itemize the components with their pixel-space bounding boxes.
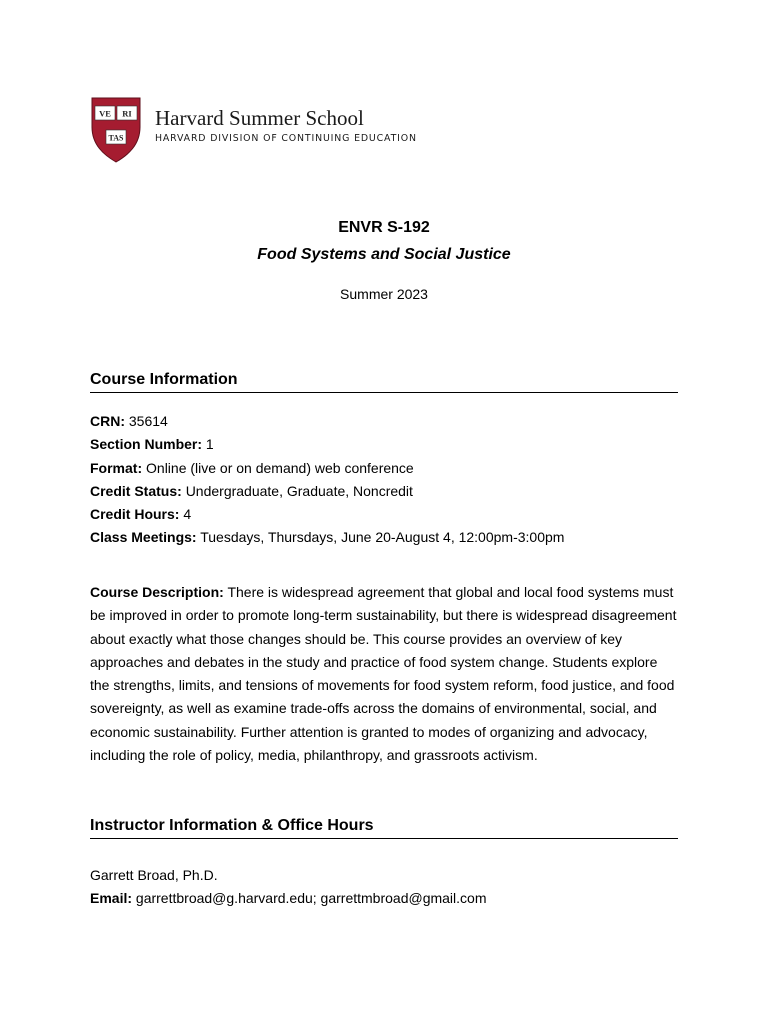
info-value: 35614 [128, 413, 168, 429]
info-value: Tuesdays, Thursdays, June 20-August 4, 12:00pm-3:00pm [200, 529, 565, 546]
instructor-info [90, 864, 690, 911]
info-row-class-meetings [90, 526, 690, 549]
course-code: ENVR S-192 [338, 219, 430, 236]
info-value: 4 [183, 506, 192, 523]
harvard-logo [90, 97, 417, 163]
info-label: Credit Hours: [90, 506, 180, 523]
description-text: There is widespread agreement that global and local food systems must be improved in order to promote long-term sustainability, but there is widespread disagreement about exactly what those changes should be. This course provides an overview of key approaches and debates in the study and practice of food system change. Students explore the strengths, limits, and tensions of movements for food system reform, food justice, and food sovereignty, as well as examine trade-offs across the domains of environmental, social, and economic sustainability. Further attention is granted to modes of organizing and advocacy, including the role of policy, media, philanthropy, and grassroots activism. [90, 584, 677, 764]
instructor-email-row [90, 887, 690, 910]
info-row-crn [90, 410, 690, 433]
info-label: Section Number: [90, 436, 203, 453]
info-label: Class Meetings: [90, 529, 197, 546]
school-name: Harvard Summer School [155, 106, 364, 130]
info-row-format [90, 457, 690, 480]
instructor-name: Garrett Broad, Ph.D. [90, 867, 218, 883]
info-row-section-number [90, 433, 690, 456]
shield-word-ve: VE [99, 108, 111, 119]
info-label: Format: [90, 459, 143, 476]
course-information-heading: Course Information [90, 371, 678, 393]
shield-word-ri: RI [122, 108, 132, 119]
info-label: Credit Status: [90, 482, 182, 499]
logo-text [155, 106, 417, 144]
course-title: Food Systems and Social Justice [257, 246, 511, 263]
harvard-shield-icon [90, 97, 142, 163]
description-label: Course Description: [90, 584, 224, 600]
info-label: CRN: [90, 413, 125, 429]
course-information-list [90, 410, 690, 550]
info-value: Undergraduate, Graduate, Noncredit [185, 482, 413, 499]
division-name: HARVARD DIVISION OF CONTINUING EDUCATION [155, 133, 417, 144]
course-description [90, 581, 680, 767]
info-value: Online (live or on demand) web conference [146, 459, 414, 476]
instructor-heading: Instructor Information & Office Hours [90, 817, 678, 839]
info-row-credit-hours [90, 503, 690, 526]
email-value: garrettbroad@g.harvard.edu; garrettmbroad@gmail.com [135, 890, 487, 907]
info-value: 1 [205, 436, 214, 453]
shield-word-tas: TAS [108, 133, 124, 143]
course-term: Summer 2023 [340, 286, 428, 302]
info-row-credit-status [90, 480, 690, 503]
email-label: Email: [90, 890, 133, 907]
